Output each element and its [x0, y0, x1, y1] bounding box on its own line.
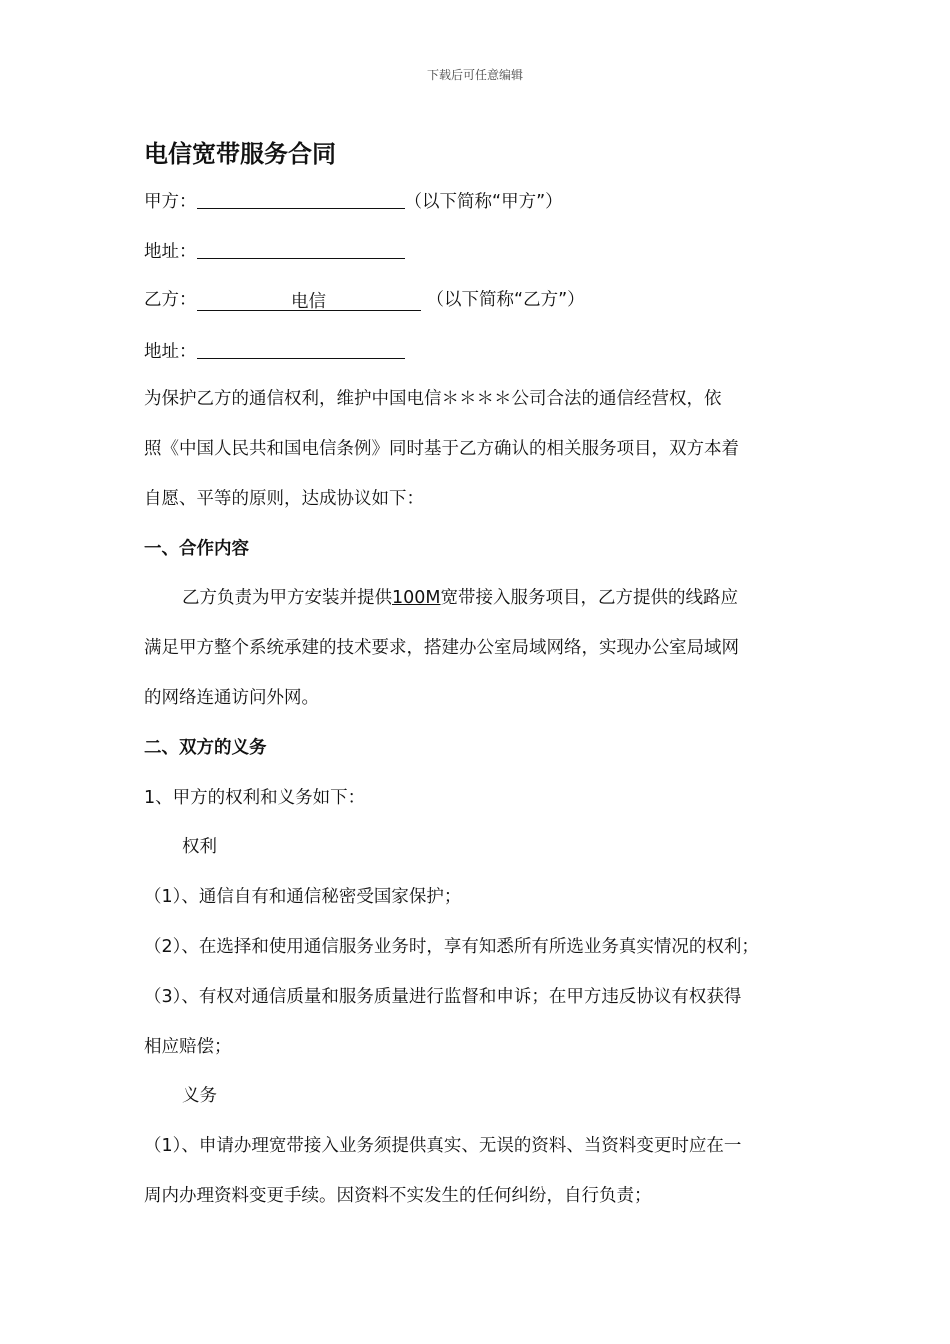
address-a-label: 地址： — [144, 242, 197, 262]
party-a-note: （以下简称“甲方”） — [404, 192, 563, 212]
address-b-blank[interactable] — [197, 338, 405, 359]
section-1-line-3: 的网络连通访问外网。 — [144, 688, 319, 708]
right-item-3-line-1: （3）、有权对通信质量和服务质量进行监督和申诉；在甲方违反协议有权获得 — [144, 987, 742, 1007]
bandwidth-value: 100M — [392, 588, 441, 608]
address-b-line — [144, 338, 405, 364]
party-b-value: 电信 — [291, 292, 326, 312]
right-item-2: （2）、在选择和使用通信服务业务时，享有知悉所有所选业务真实情况的权利； — [144, 937, 759, 957]
right-item-3-line-2: 相应赔偿； — [144, 1037, 232, 1057]
section-1-heading: 一、合作内容 — [144, 539, 249, 559]
intro-line-3: 自愿、平等的原则，达成协议如下： — [144, 489, 424, 509]
subsection-1-heading: 1、甲方的权利和义务如下： — [144, 788, 366, 808]
duty-item-1-line-2: 周内办理资料变更手续。因资料不实发生的任何纠纷，自行负责； — [144, 1186, 652, 1206]
section-2-heading: 二、双方的义务 — [144, 738, 267, 758]
page-header: 下载后可任意编辑 — [426, 68, 523, 82]
party-b-note: （以下简称“乙方”） — [426, 290, 585, 310]
rights-label: 权利 — [182, 837, 217, 857]
address-a-blank[interactable] — [197, 238, 405, 259]
duty-item-1-line-1: （1）、申请办理宽带接入业务须提供真实、无误的资料、当资料变更时应在一 — [144, 1136, 742, 1156]
address-a-line — [144, 238, 405, 264]
section-1-line-1 — [182, 586, 738, 610]
address-b-label: 地址： — [144, 342, 197, 362]
party-b-label: 乙方： — [144, 290, 197, 310]
intro-line-1: 为保护乙方的通信权利，维护中国电信＊＊＊＊公司合法的通信经营权，依 — [144, 389, 722, 409]
duties-label: 义务 — [182, 1086, 217, 1106]
party-b-blank[interactable] — [197, 290, 421, 311]
party-a-blank[interactable] — [197, 188, 405, 209]
party-a-line — [144, 188, 563, 214]
section-1-text-post: 宽带接入服务项目，乙方提供的线路应 — [440, 588, 739, 608]
section-1-line-2: 满足甲方整个系统承建的技术要求，搭建办公室局域网络，实现办公室局域网 — [144, 638, 739, 658]
document-title: 电信宽带服务合同 — [144, 140, 336, 168]
intro-line-2: 照《中国人民共和国电信条例》同时基于乙方确认的相关服务项目，双方本着 — [144, 439, 739, 459]
right-item-1: （1）、通信自有和通信秘密受国家保护； — [144, 887, 462, 907]
section-1-text-pre: 乙方负责为甲方安装并提供 — [182, 588, 392, 608]
party-a-label: 甲方： — [144, 192, 197, 212]
party-b-line — [144, 288, 585, 312]
